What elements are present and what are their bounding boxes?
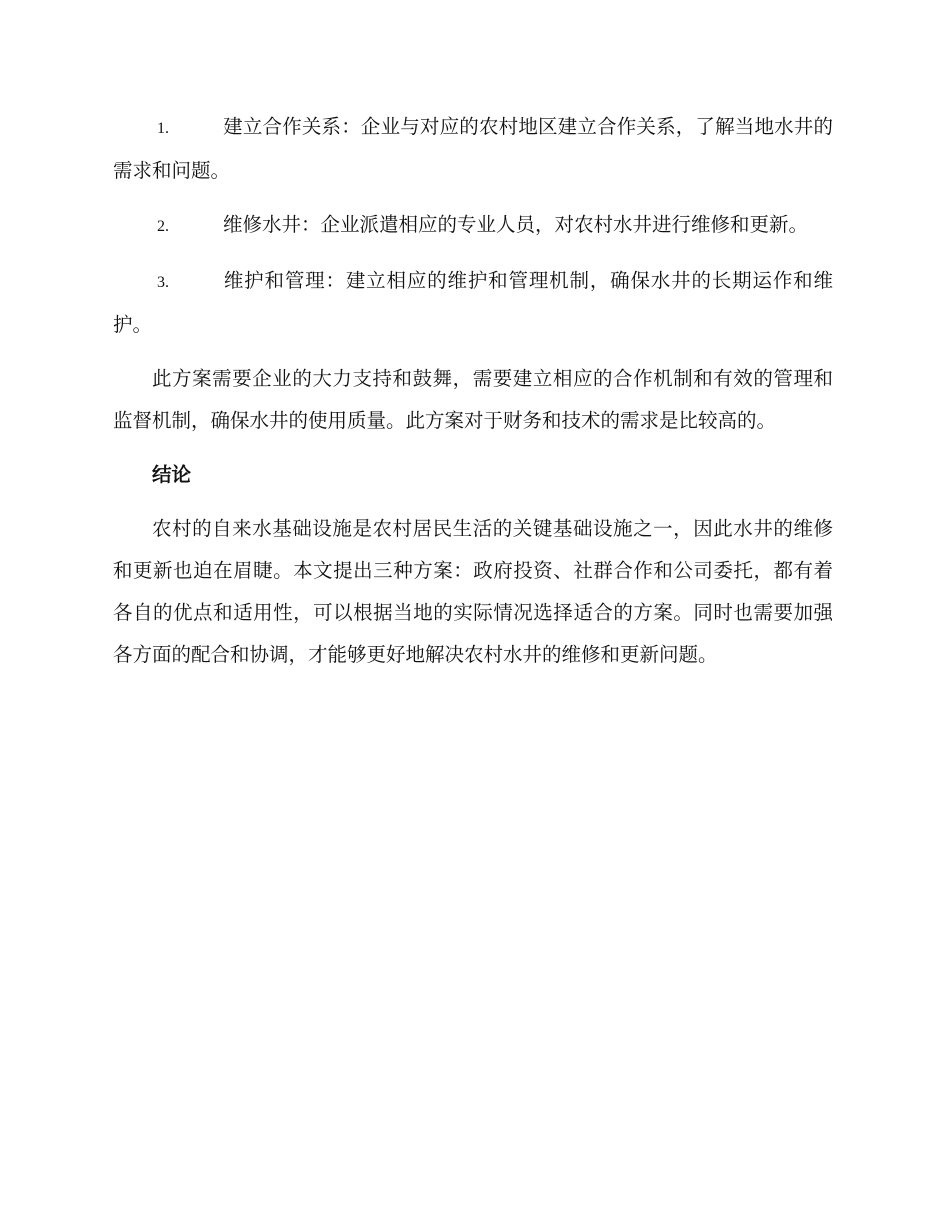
list-item-1 [113, 106, 833, 192]
list-number: 2. [157, 218, 169, 235]
list-item-text: 建立合作关系：企业与对应的农村地区建立合作关系，了解当地水井的需求和问题。 [113, 115, 833, 182]
list-item-text: 维修水井：企业派遣相应的专业人员，对农村水井进行维修和更新。 [223, 213, 809, 236]
section-heading-conclusion: 结论 [152, 463, 192, 486]
list-number: 3. [157, 274, 169, 291]
document-page [113, 106, 833, 688]
conclusion-paragraph: 农村的自来水基础设施是农村居民生活的关键基础设施之一，因此水井的维修和更新也迫在眉睫。本文提出三种方案：政府投资、社群合作和公司委托，都有着各自的优点和适用性，可以根据当地的实际情况选择适合的方案。同时也需要加强各方面的配合和协调，才能够更好地解决农村水井的维修和更新问题。 [113, 517, 833, 666]
list-item-2 [113, 204, 833, 248]
list-item-text: 维护和管理：建立相应的维护和管理机制，确保水井的长期运作和维护。 [113, 269, 833, 336]
body-paragraph: 此方案需要企业的大力支持和鼓舞，需要建立相应的合作机制和有效的管理和监督机制，确保水井的使用质量。此方案对于财务和技术的需求是比较高的。 [113, 367, 833, 432]
list-item-3 [113, 260, 833, 346]
list-number: 1. [157, 120, 169, 137]
